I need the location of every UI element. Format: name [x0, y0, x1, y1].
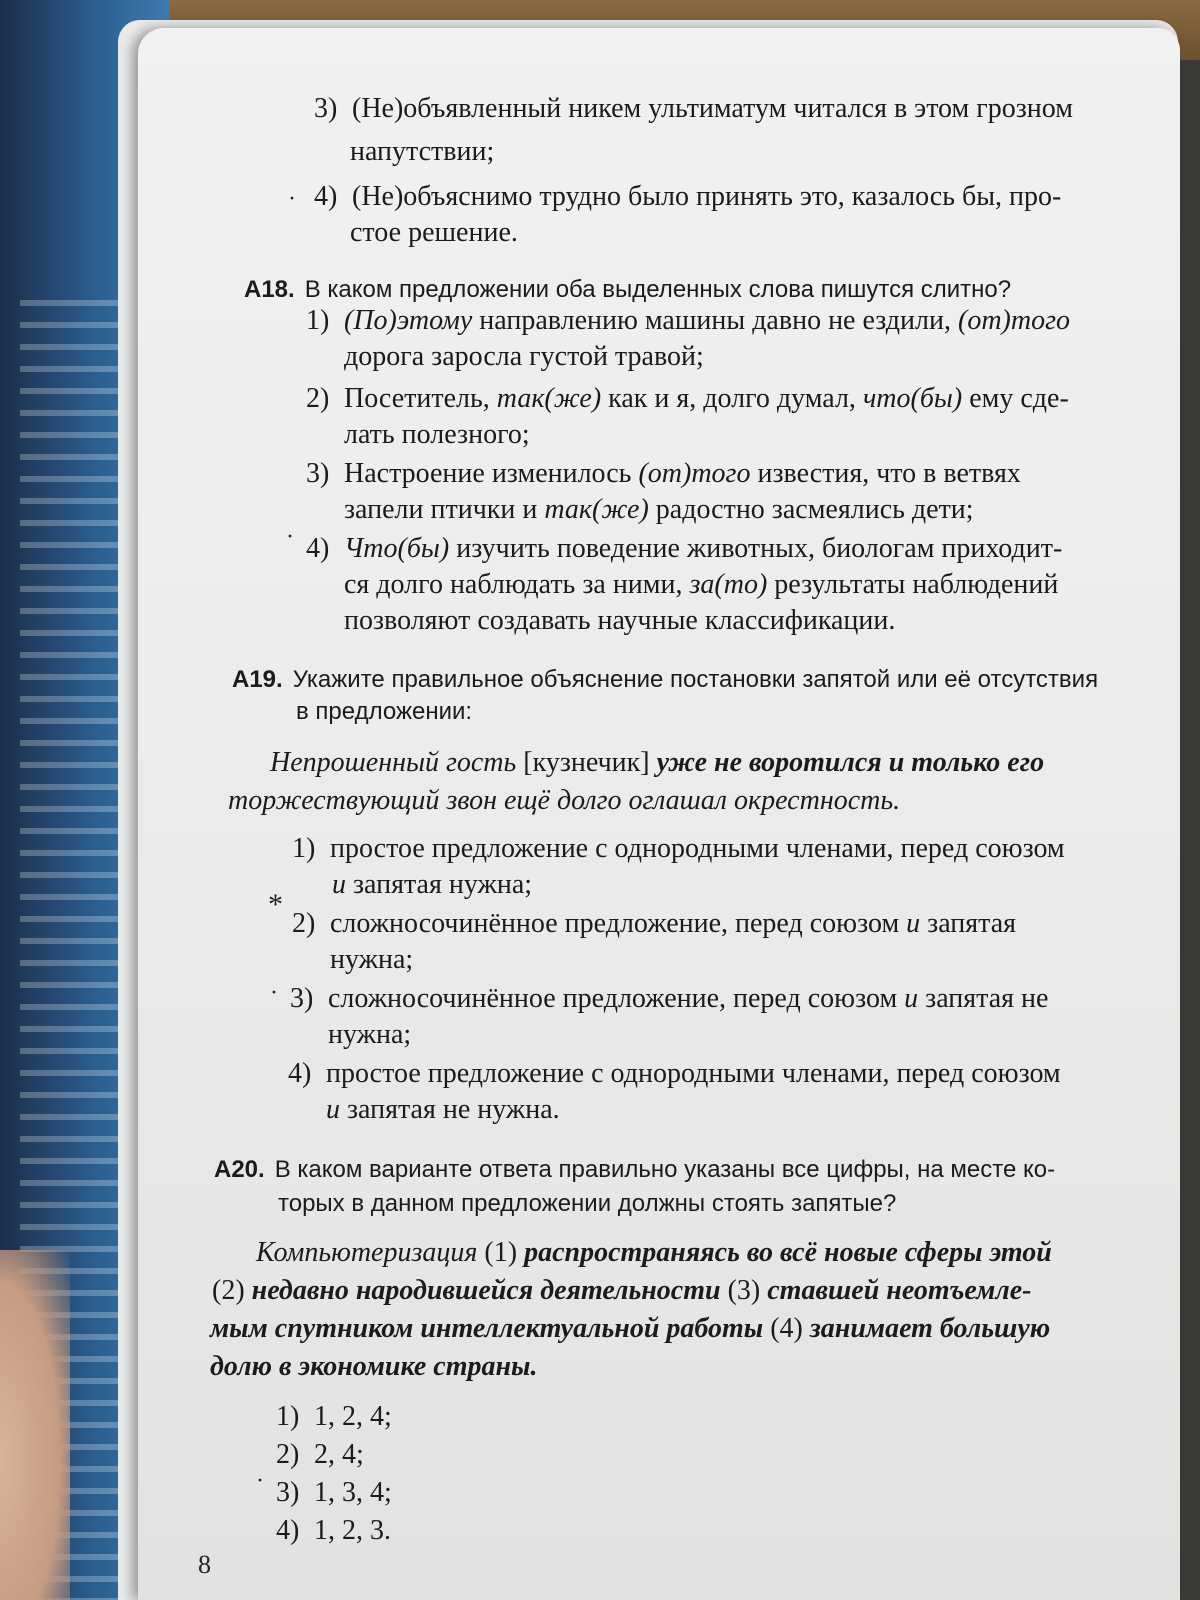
q20-option-2: 2) 2, 4;	[276, 1439, 364, 1470]
q20-option-3: 3) 1, 3, 4;	[276, 1477, 392, 1508]
pen-dot-mark: ·	[286, 524, 294, 550]
q19-option-1-line1: 1) простое предложение с однородными членами, перед союзом	[292, 833, 1065, 864]
q20-question-line1: А20. В каком варианте ответа правильно указаны все цифры, на месте ко-	[214, 1156, 1056, 1183]
page-number: 8	[198, 1550, 211, 1579]
q19-option-3-line1: 3) сложносочинённое предложение, перед союзом и запятая не	[290, 983, 1049, 1014]
pen-dot-mark: ·	[288, 186, 296, 212]
q18-option-3-line1: 3) Настроение изменилось (от)того известия, что в ветвях	[306, 458, 1021, 489]
q18-option-4-line1: 4) Что(бы) изучить поведение животных, биологам приходит-	[306, 533, 1063, 564]
q18-question: А18. В каком предложении оба выделенных слова пишутся слитно?	[244, 276, 1012, 303]
q17-option-4-line1: 4) (Не)объяснимо трудно было принять это, казалось бы, про-	[314, 181, 1062, 212]
q20-sentence-line1: Компьютеризация (1) распространяясь во всё новые сферы этой	[256, 1237, 1052, 1268]
pen-star-mark: *	[268, 888, 283, 921]
q19-sentence-line2: торжествующий звон ещё долго оглашал окрестность.	[228, 785, 901, 816]
q18-option-4-line3: позволяют создавать научные классификации.	[344, 605, 896, 636]
q17-option-3-line1: 3) (Не)объявленный никем ультиматум читался в этом грозном	[314, 93, 1073, 124]
pen-dot-mark: ·	[270, 980, 278, 1006]
q20-option-1: 1) 1, 2, 4;	[276, 1401, 392, 1432]
q20-option-4: 4) 1, 2, 3.	[276, 1515, 391, 1546]
q17-option-4-line2: стое решение.	[350, 217, 518, 248]
q18-option-4-line2: ся долго наблюдать за ними, за(то) результаты наблюдений	[344, 569, 1059, 600]
q20-sentence-line4: долю в экономике страны.	[210, 1351, 538, 1382]
q20-sentence-line2: (2) недавно народившейся деятельности (3) ставшей неотъемле-	[212, 1275, 1032, 1306]
q18-option-3-line2: запели птички и так(же) радостно засмеялись дети;	[344, 494, 974, 525]
q19-question-line1: А19. Укажите правильное объяснение постановки запятой или её отсутствия	[232, 666, 1099, 693]
q19-option-4-line2: и запятая не нужна.	[326, 1094, 560, 1125]
pen-dot-mark: ·	[256, 1468, 264, 1494]
q18-option-1-line2: дорога заросла густой травой;	[344, 341, 704, 372]
thumb	[0, 1250, 70, 1600]
q19-option-2-line2: нужна;	[330, 944, 414, 975]
q18-option-1-line1: 1) (По)этому направлению машины давно не ездили, (от)того	[306, 305, 1071, 336]
q17-option-3-line2: напутствии;	[350, 136, 495, 167]
q19-option-2-line1: 2) сложносочинённое предложение, перед союзом и запятая	[292, 908, 1017, 939]
q18-option-2-line2: лать полезного;	[344, 419, 530, 450]
q19-option-1-line2: и запятая нужна;	[332, 869, 533, 900]
q20-question-line2: торых в данном предложении должны стоять запятые?	[278, 1190, 897, 1217]
q18-option-2-line1: 2) Посетитель, так(же) как и я, долго думал, что(бы) ему сде-	[306, 383, 1069, 414]
q19-sentence-line1: Непрошенный гость [кузнечик] уже не воротился и только его	[270, 747, 1045, 778]
q19-option-4-line1: 4) простое предложение с однородными членами, перед союзом	[288, 1058, 1061, 1089]
q19-option-3-line2: нужна;	[328, 1019, 412, 1050]
q20-sentence-line3: мым спутником интеллектуальной работы (4) занимает большую	[210, 1313, 1051, 1344]
q19-question-line2: в предложении:	[296, 698, 473, 725]
